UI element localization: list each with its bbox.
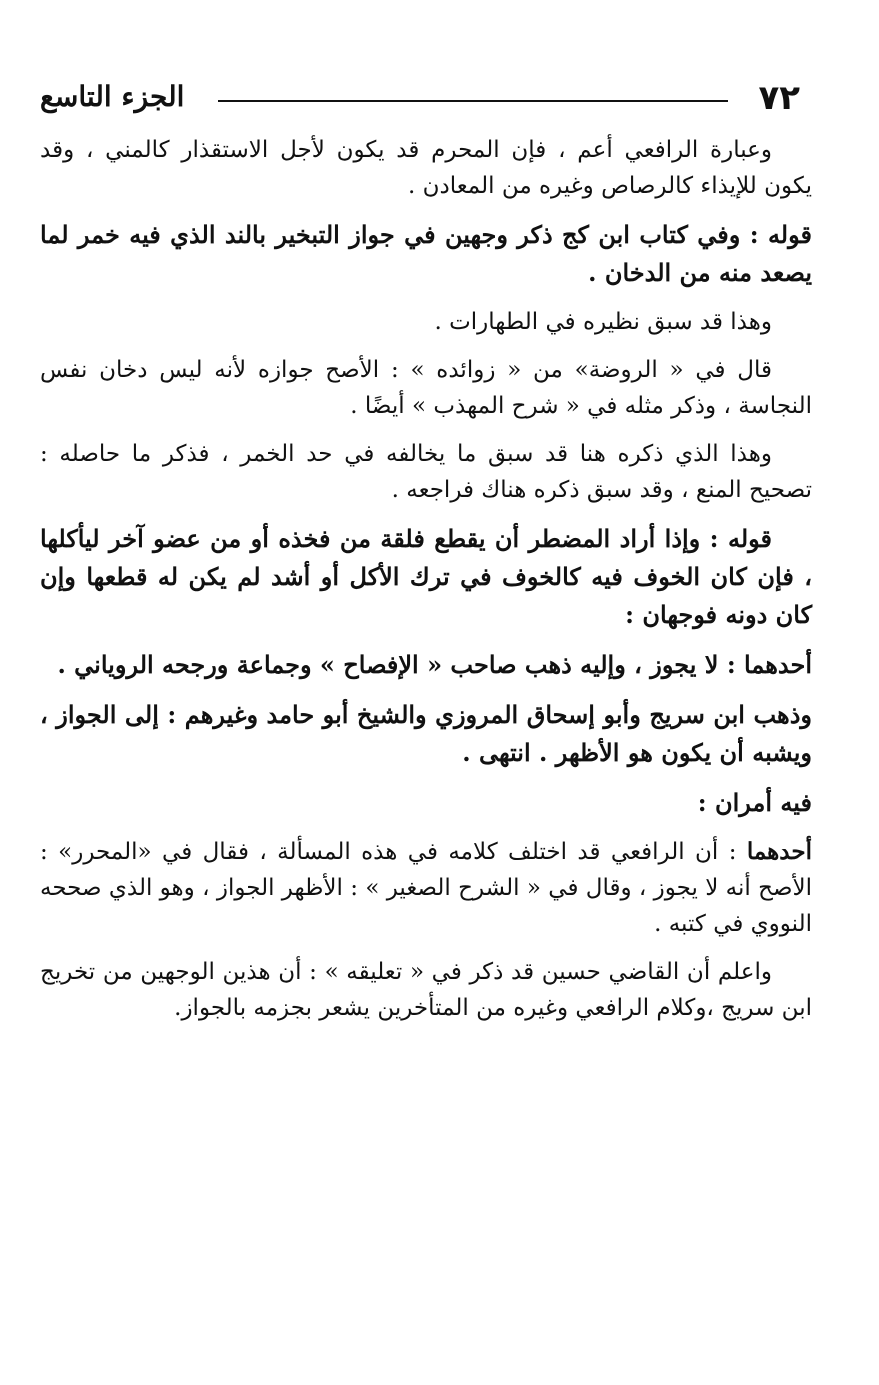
paragraph: وعبارة الرافعي أعم ، فإن المحرم قد يكون لأجل الاستقذار كالمني ، وقد يكون للإيذاء كالرصاص وغيره من المعادن . [40,137,812,199]
page-body [40,132,812,1038]
paragraph: واعلم أن القاضي حسين قد ذكر في « تعليقه » : أن هذين الوجهين من تخريج ابن سريج ،وكلام الرافعي وغيره من المتأخرين يشعر بجزمه بالجواز. [40,959,812,1021]
paragraph-lead: أحدهما [746,838,812,865]
bold-paragraph: قوله : وإذا أراد المضطر أن يقطع فلقة من فخذه أو من عضو آخر ليأكلها ، فإن كان الخوف فيه كالخوف في ترك الأكل أو أشد لم يكن له قطعها وإن كان دونه فوجهان : [40,524,812,629]
header-rule [218,100,728,102]
paragraph [40,834,812,942]
bold-paragraph: وذهب ابن سريج وأبو إسحاق المروزي والشيخ أبو حامد وغيرهم : إلى الجواز ، ويشبه أن يكون هو الأظهر . انتهى . [40,700,812,767]
bold-paragraph: فيه أمران : [697,788,812,817]
paragraph: قال في « الروضة» من « زوائده » : الأصح جوازه لأنه ليس دخان نفس النجاسة ، وذكر مثله في « شرح المهذب » أيضًا . [40,357,812,419]
bold-paragraph: أحدهما : لا يجوز ، وإليه ذهب صاحب « الإفصاح » وجماعة ورجحه الروياني . [57,650,812,679]
page-number: ٧٢ [758,78,800,118]
paragraph: وهذا قد سبق نظيره في الطهارات . [434,309,772,335]
paragraph-text: : أن الرافعي قد اختلف كلامه في هذه المسألة ، فقال في «المحرر» : الأصح أنه لا يجوز ، وقال في « الشرح الصغير » : الأظهر الجواز ، وهو الذي صححه النووي في كتبه . [40,839,812,937]
running-title: الجزء التاسع [40,80,185,113]
page-header [40,72,820,122]
bold-paragraph: قوله : وفي كتاب ابن كج ذكر وجهين في جواز التبخير بالند الذي فيه خمر لما يصعد منه من الدخان . [40,220,812,287]
paragraph: وهذا الذي ذكره هنا قد سبق ما يخالفه في حد الخمر ، فذكر ما حاصله : تصحيح المنع ، وقد سبق ذكره هناك فراجعه . [40,441,812,503]
